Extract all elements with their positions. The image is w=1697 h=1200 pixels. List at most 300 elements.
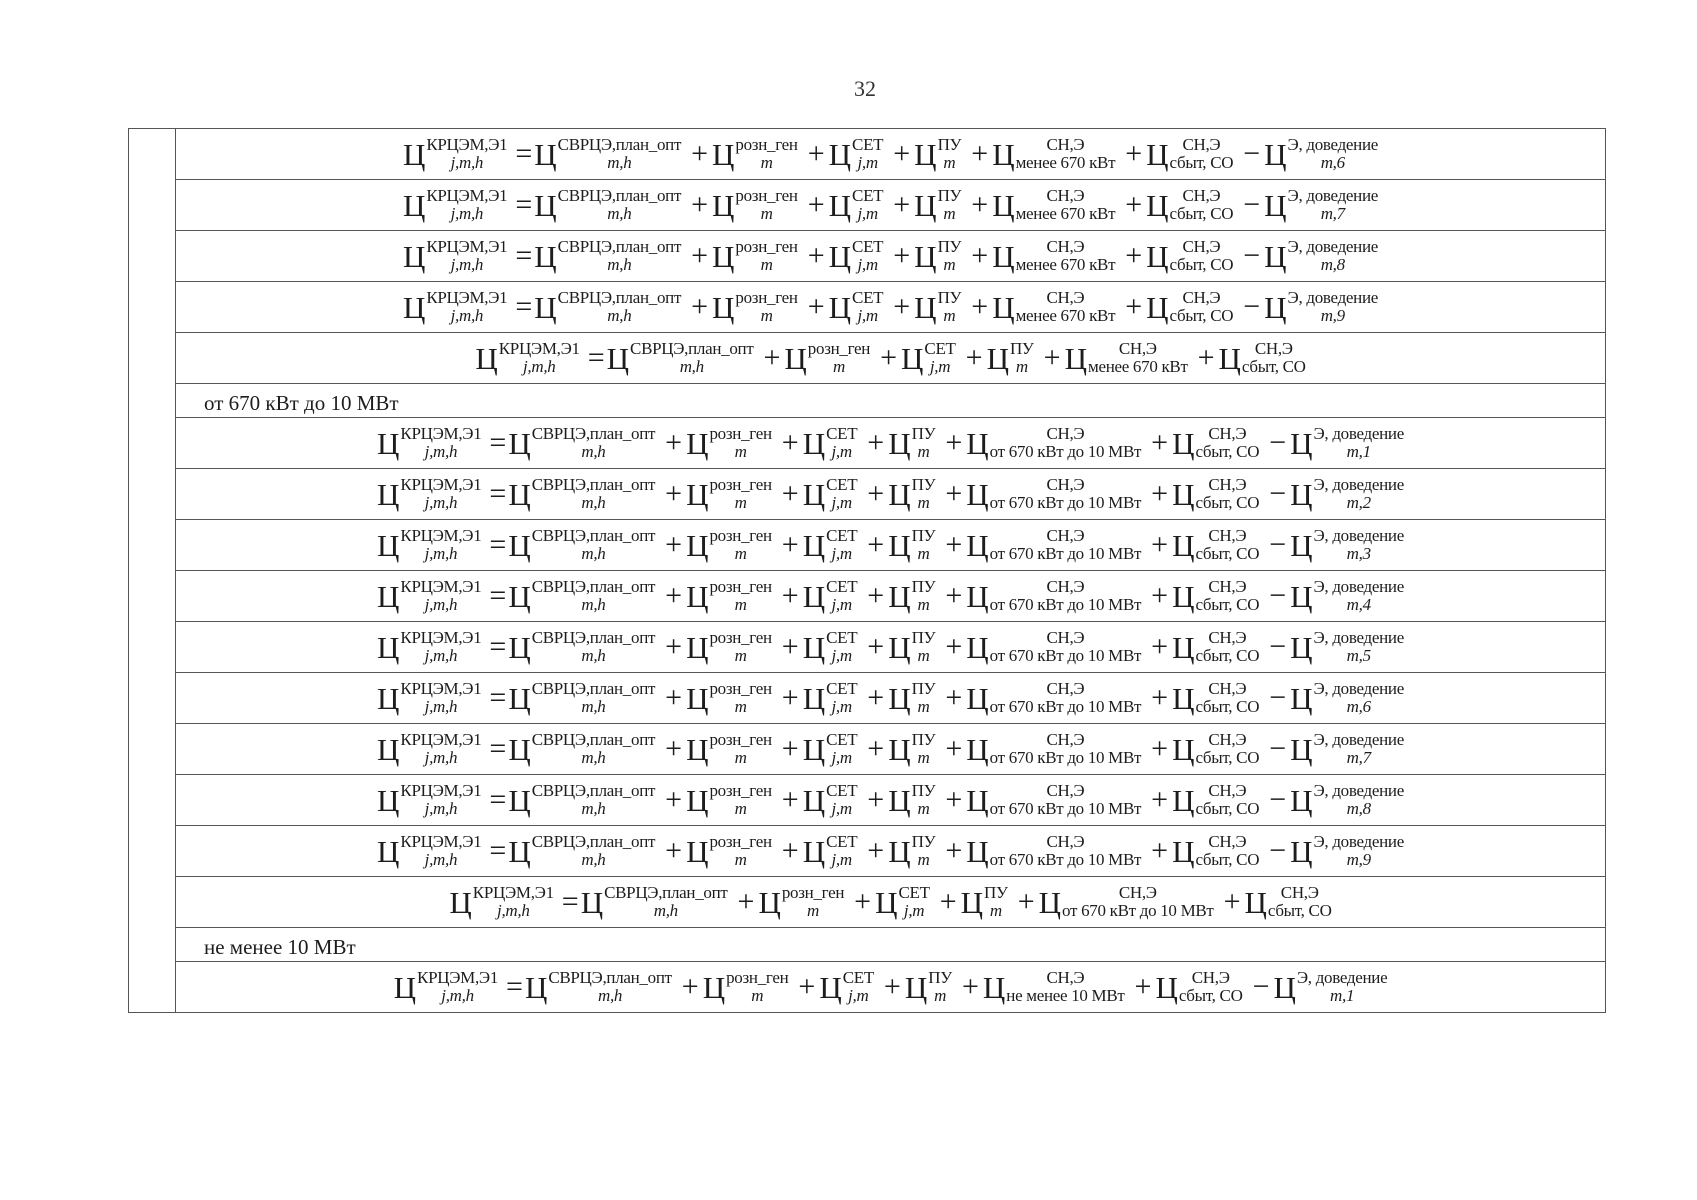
superscript: СН,Э [1046, 287, 1085, 307]
section-row [129, 384, 1606, 418]
subscript: m,h [581, 646, 606, 665]
formula [377, 782, 1404, 819]
term-scripts [1195, 476, 1259, 513]
superscript: КРЦЭМ,Э1 [400, 831, 482, 851]
superscript: СН,Э [1046, 678, 1085, 698]
tsi-symbol: Ц [377, 527, 400, 563]
plus-sign: + [1223, 885, 1241, 918]
superscript: СВРЦЭ,план_опт [531, 729, 656, 749]
sn-band-term [966, 425, 1141, 462]
tsi-symbol: Ц [686, 680, 709, 716]
superscript: Э, доведение [1313, 678, 1404, 698]
subscript: m,7 [1320, 204, 1345, 223]
term-scripts [924, 340, 955, 377]
svrc-term [508, 527, 655, 564]
tsi-symbol: Ц [508, 782, 531, 818]
term-scripts [826, 680, 857, 717]
term-scripts [400, 425, 481, 462]
left-column-cell [129, 673, 176, 724]
subscript: сбыт, СО [1195, 748, 1260, 767]
equals-sign: = [489, 732, 507, 765]
tsi-symbol: Ц [393, 969, 417, 1005]
superscript: СН,Э [1046, 423, 1085, 443]
plus-sign: + [867, 630, 885, 663]
svrc-term [508, 833, 655, 870]
subscript: от 670 кВт до 10 МВт [989, 442, 1142, 461]
term-scripts [782, 884, 844, 921]
superscript: СЕТ [898, 882, 930, 902]
pu-term [888, 527, 935, 564]
formula-row [129, 180, 1606, 231]
plus-sign: + [781, 732, 799, 765]
tsi-symbol: Ц [875, 884, 898, 920]
term-scripts [532, 833, 655, 870]
set-term [803, 629, 858, 666]
tsi-symbol: Ц [914, 238, 937, 274]
subscript: сбыт, СО [1195, 544, 1260, 563]
tsi-symbol: Ц [377, 731, 400, 767]
plus-sign: + [961, 970, 979, 1003]
term-scripts [1314, 425, 1404, 462]
minus-sign: − [1269, 834, 1287, 867]
superscript: СН,Э [1046, 474, 1085, 494]
superscript: КРЦЭМ,Э1 [498, 338, 580, 358]
term-scripts [912, 731, 936, 768]
subscript: m,h [597, 986, 623, 1005]
subscript: m,8 [1320, 255, 1345, 274]
minus-sign: − [1269, 732, 1287, 765]
subscript: сбыт, СО [1195, 799, 1260, 818]
rozn-gen-term [686, 425, 772, 462]
superscript: СЕТ [826, 729, 858, 749]
superscript: Э, доведение [1287, 185, 1379, 205]
term-scripts [1179, 969, 1243, 1006]
tsi-symbol: Ц [377, 476, 400, 512]
formula-cell [176, 622, 1606, 673]
tsi-symbol: Ц [1264, 238, 1287, 274]
formula-row [129, 571, 1606, 622]
plus-sign: + [691, 239, 709, 272]
subscript: j,m,h [424, 646, 458, 665]
minus-sign: − [1269, 528, 1287, 561]
tsi-symbol: Ц [966, 731, 989, 767]
term-scripts [558, 187, 681, 224]
plus-sign: + [781, 477, 799, 510]
formula [394, 969, 1388, 1006]
tsi-symbol: Ц [580, 884, 604, 920]
superscript: Э, доведение [1296, 967, 1388, 987]
sbyt-term [1146, 289, 1233, 326]
equals-sign: = [489, 528, 507, 561]
subscript: j,m [929, 357, 951, 376]
term-scripts [1016, 136, 1116, 173]
formula-cell [176, 469, 1606, 520]
tsi-symbol: Ц [1172, 476, 1195, 512]
svrc-term [534, 187, 681, 224]
formula-table [128, 128, 1606, 1013]
plus-sign: + [945, 426, 963, 459]
tsi-symbol: Ц [534, 238, 557, 274]
plus-sign: + [1125, 290, 1143, 323]
superscript: розн_ген [735, 185, 798, 205]
superscript: СВРЦЭ,план_опт [548, 967, 672, 987]
term-scripts [532, 578, 655, 615]
superscript: СЕТ [924, 338, 956, 358]
subscript: j,m,h [441, 986, 474, 1005]
tsi-symbol: Ц [402, 238, 426, 274]
superscript: СВРЦЭ,план_опт [531, 576, 656, 596]
plus-sign: + [737, 885, 755, 918]
plus-sign: + [781, 630, 799, 663]
subscript: m [734, 748, 747, 767]
superscript: розн_ген [709, 627, 772, 647]
superscript: ПУ [911, 576, 936, 596]
plus-sign: + [691, 188, 709, 221]
plus-sign: + [965, 341, 983, 374]
subscript: m [760, 153, 773, 172]
section-heading: не менее 10 МВт [176, 928, 1606, 962]
superscript: СН,Э [1118, 882, 1157, 902]
superscript: розн_ген [709, 423, 772, 443]
minus-sign: − [1269, 477, 1287, 510]
subscript: от 670 кВт до 10 МВт [989, 493, 1142, 512]
sbyt-term [1219, 340, 1306, 377]
tsi-symbol: Ц [802, 680, 826, 716]
term-scripts [1195, 578, 1259, 615]
formula [377, 731, 1404, 768]
subscript: m,h [581, 799, 606, 818]
sn-band-term [992, 238, 1115, 275]
formula-cell [176, 775, 1606, 826]
svrc-term [581, 884, 728, 921]
pu-term [987, 340, 1034, 377]
formula-row [129, 333, 1606, 384]
sbyt-term [1146, 187, 1233, 224]
tsi-symbol: Ц [1172, 578, 1195, 614]
sbyt-term [1155, 969, 1242, 1006]
subscript: j,m [831, 646, 852, 665]
subscript: сбыт, СО [1195, 595, 1260, 614]
superscript: СН,Э [1046, 576, 1085, 596]
sn-band-term [966, 629, 1141, 666]
superscript: ПУ [911, 780, 936, 800]
subscript: m [734, 697, 747, 716]
term-scripts [709, 425, 771, 462]
plus-sign: + [1197, 341, 1215, 374]
equals-sign: = [489, 477, 507, 510]
superscript: СН,Э [1254, 338, 1293, 358]
tsi-symbol: Ц [402, 187, 426, 223]
plus-sign: + [945, 579, 963, 612]
plus-sign: + [945, 834, 963, 867]
term-scripts [826, 425, 857, 462]
tsi-symbol: Ц [901, 340, 924, 376]
term-scripts [990, 476, 1142, 513]
subscript: m,7 [1346, 748, 1371, 767]
term-scripts [426, 238, 507, 275]
dovedenie-term [1273, 969, 1387, 1006]
tsi-symbol: Ц [712, 289, 735, 325]
term-scripts [735, 289, 797, 326]
tsi-symbol: Ц [1155, 969, 1178, 1005]
plus-sign: + [665, 732, 683, 765]
superscript: СН,Э [1046, 967, 1085, 987]
superscript: КРЦЭМ,Э1 [400, 576, 482, 596]
plus-sign: + [781, 426, 799, 459]
subscript: m [943, 153, 956, 172]
superscript: СЕТ [852, 134, 884, 154]
plus-sign: + [1043, 341, 1061, 374]
tsi-symbol: Ц [686, 833, 709, 869]
pu-term [888, 629, 935, 666]
tsi-symbol: Ц [828, 289, 852, 325]
superscript: СН,Э [1208, 729, 1247, 749]
tsi-symbol: Ц [802, 578, 826, 614]
tsi-symbol: Ц [802, 782, 826, 818]
sbyt-term [1146, 238, 1233, 275]
formula [403, 187, 1378, 224]
plus-sign: + [1125, 188, 1143, 221]
subscript: m,h [607, 153, 632, 172]
tsi-symbol: Ц [508, 731, 531, 767]
plus-sign: + [945, 630, 963, 663]
tsi-symbol: Ц [966, 782, 989, 818]
tsi-symbol: Ц [1218, 340, 1241, 376]
term-scripts [735, 238, 797, 275]
tsi-symbol: Ц [888, 527, 911, 563]
formula-row [129, 622, 1606, 673]
svrc-term [508, 425, 655, 462]
term-scripts [1170, 187, 1234, 224]
superscript: СЕТ [826, 627, 858, 647]
tsi-symbol: Ц [524, 969, 548, 1005]
superscript: Э, доведение [1313, 627, 1404, 647]
minus-sign: − [1243, 290, 1261, 323]
subscript: j,m,h [424, 544, 458, 563]
superscript: ПУ [984, 882, 1008, 902]
superscript: СН,Э [1208, 525, 1247, 545]
subscript: j,m [831, 493, 852, 512]
term-scripts [912, 578, 936, 615]
subscript: от 670 кВт до 10 МВт [989, 697, 1142, 716]
term-scripts [826, 629, 857, 666]
subscript: m [760, 204, 773, 223]
superscript: ПУ [911, 474, 936, 494]
subscript: сбыт, СО [1169, 153, 1234, 172]
lhs-term [403, 289, 507, 326]
plus-sign: + [691, 137, 709, 170]
plus-sign: + [781, 834, 799, 867]
term-scripts [1016, 187, 1116, 224]
plus-sign: + [665, 477, 683, 510]
subscript: m [917, 748, 930, 767]
plus-sign: + [867, 426, 885, 459]
subscript: сбыт, СО [1195, 493, 1260, 512]
tsi-symbol: Ц [1038, 884, 1062, 920]
dovedenie-term [1290, 629, 1404, 666]
tsi-symbol: Ц [1264, 136, 1287, 172]
plus-sign: + [1151, 579, 1169, 612]
tsi-symbol: Ц [686, 782, 709, 818]
subscript: сбыт, СО [1267, 901, 1332, 920]
formula [377, 629, 1404, 666]
rozn-gen-term [703, 969, 789, 1006]
subscript: m [734, 442, 747, 461]
term-scripts [709, 680, 771, 717]
tsi-symbol: Ц [966, 578, 989, 614]
subscript: менее 670 кВт [1015, 153, 1116, 172]
rozn-gen-term [712, 187, 798, 224]
formula [377, 476, 1404, 513]
subscript: m [943, 204, 956, 223]
left-column-cell [129, 469, 176, 520]
subscript: j,m,h [424, 850, 458, 869]
superscript: ПУ [911, 423, 936, 443]
tsi-symbol: Ц [982, 969, 1006, 1005]
pu-term [905, 969, 952, 1006]
superscript: Э, доведение [1287, 134, 1379, 154]
term-scripts [1006, 969, 1124, 1006]
superscript: розн_ген [735, 236, 798, 256]
superscript: КРЦЭМ,Э1 [400, 423, 482, 443]
term-scripts [1195, 425, 1259, 462]
dovedenie-term [1290, 731, 1404, 768]
superscript: СН,Э [1208, 678, 1247, 698]
term-scripts [826, 527, 857, 564]
left-column-cell [129, 282, 176, 333]
formula-row [129, 282, 1606, 333]
plus-sign: + [939, 885, 957, 918]
subscript: j,m,h [424, 799, 458, 818]
plus-sign: + [665, 426, 683, 459]
subscript: j,m,h [450, 204, 484, 223]
tsi-symbol: Ц [449, 884, 472, 920]
section-heading: от 670 кВт до 10 МВт [176, 384, 1606, 418]
term-scripts [532, 527, 655, 564]
tsi-symbol: Ц [508, 527, 531, 563]
plus-sign: + [807, 137, 825, 170]
rozn-gen-term [712, 136, 798, 173]
plus-sign: + [781, 579, 799, 612]
tsi-symbol: Ц [508, 476, 531, 512]
tsi-symbol: Ц [402, 289, 426, 325]
plus-sign: + [1151, 834, 1169, 867]
subscript: сбыт, СО [1195, 442, 1260, 461]
term-scripts [826, 476, 857, 513]
superscript: СН,Э [1046, 780, 1085, 800]
svrc-term [508, 476, 655, 513]
equals-sign: = [506, 970, 523, 1003]
subscript: m,8 [1346, 799, 1371, 818]
subscript: m,h [581, 697, 606, 716]
tsi-symbol: Ц [1172, 833, 1195, 869]
term-scripts [1195, 680, 1259, 717]
superscript: СВРЦЭ,план_опт [531, 627, 656, 647]
superscript: СН,Э [1046, 134, 1085, 154]
term-scripts [898, 884, 929, 921]
superscript: СВРЦЭ,план_опт [531, 780, 656, 800]
formula [403, 289, 1378, 326]
subscript: m,2 [1346, 493, 1371, 512]
plus-sign: + [945, 528, 963, 561]
equals-sign: = [561, 885, 579, 918]
section-row [129, 928, 1606, 962]
plus-sign: + [867, 477, 885, 510]
superscript: КРЦЭМ,Э1 [400, 627, 482, 647]
term-scripts [709, 833, 771, 870]
rozn-gen-term [686, 629, 772, 666]
left-column-cell [129, 129, 176, 180]
term-scripts [1314, 731, 1404, 768]
term-scripts [843, 969, 874, 1006]
plus-sign: + [807, 290, 825, 323]
lhs-term [377, 680, 481, 717]
superscript: СН,Э [1118, 338, 1157, 358]
term-scripts [990, 680, 1142, 717]
superscript: СВРЦЭ,план_опт [557, 236, 682, 256]
tsi-symbol: Ц [1146, 289, 1169, 325]
tsi-symbol: Ц [1172, 782, 1195, 818]
tsi-symbol: Ц [686, 527, 709, 563]
subscript: m [943, 255, 956, 274]
sbyt-term [1244, 884, 1331, 921]
set-term [803, 833, 858, 870]
subscript: сбыт, СО [1195, 697, 1260, 716]
tsi-symbol: Ц [686, 629, 709, 665]
subscript: m [917, 799, 930, 818]
superscript: Э, доведение [1287, 236, 1379, 256]
lhs-term [377, 731, 481, 768]
subscript: m [934, 986, 947, 1005]
sn-band-term [966, 680, 1141, 717]
plus-sign: + [971, 188, 989, 221]
subscript: m [917, 646, 930, 665]
tsi-symbol: Ц [914, 187, 937, 223]
subscript: от 670 кВт до 10 МВт [989, 646, 1142, 665]
superscript: СВРЦЭ,план_опт [531, 831, 656, 851]
term-scripts [1314, 527, 1404, 564]
subscript: j,m [903, 901, 925, 920]
rozn-gen-term [686, 476, 772, 513]
dovedenie-term [1264, 136, 1378, 173]
formula [403, 136, 1378, 173]
plus-sign: + [665, 783, 683, 816]
tsi-symbol: Ц [802, 527, 826, 563]
subscript: m [734, 799, 747, 818]
superscript: КРЦЭМ,Э1 [400, 525, 482, 545]
set-term [803, 578, 858, 615]
tsi-symbol: Ц [1172, 527, 1195, 563]
tsi-symbol: Ц [534, 289, 557, 325]
term-scripts [852, 187, 883, 224]
superscript: ПУ [937, 185, 962, 205]
term-scripts [938, 187, 962, 224]
left-column-cell [129, 622, 176, 673]
term-scripts [1195, 731, 1259, 768]
plus-sign: + [893, 290, 911, 323]
superscript: СН,Э [1046, 729, 1085, 749]
plus-sign: + [883, 970, 901, 1003]
set-term [829, 289, 884, 326]
minus-sign: − [1269, 426, 1287, 459]
tsi-symbol: Ц [802, 629, 826, 665]
subscript: j,m [831, 850, 852, 869]
term-scripts [473, 884, 554, 921]
formula [475, 340, 1305, 377]
plus-sign: + [691, 290, 709, 323]
superscript: СЕТ [826, 525, 858, 545]
plus-sign: + [880, 341, 898, 374]
